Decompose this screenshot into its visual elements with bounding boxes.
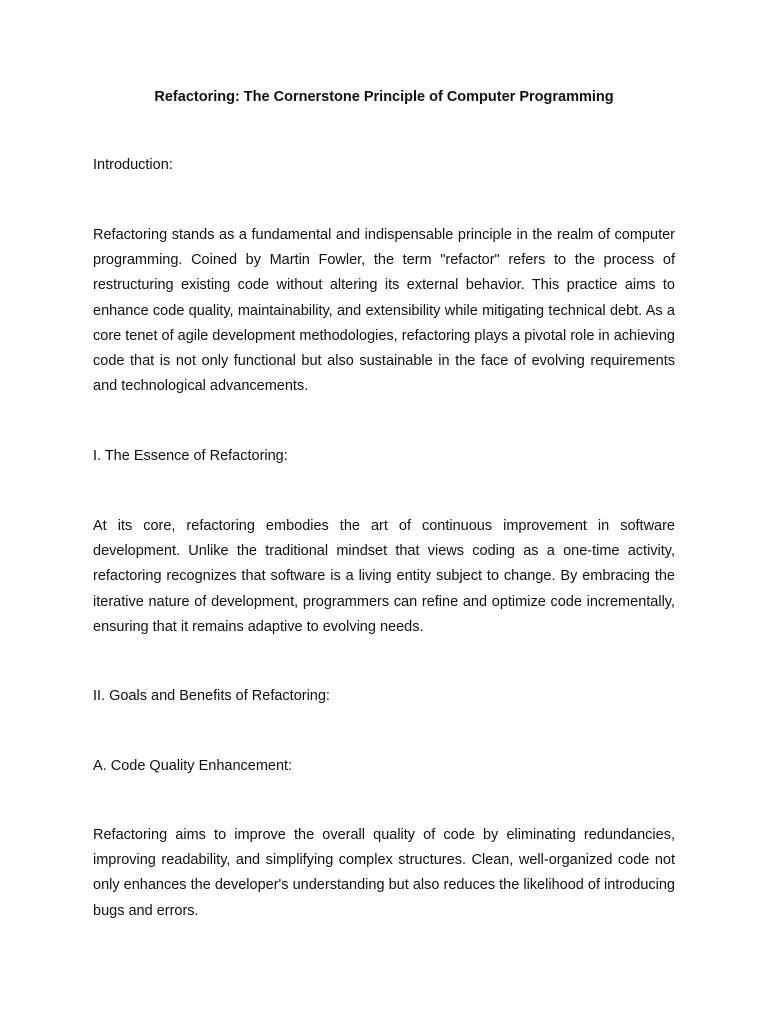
intro-paragraph: Refactoring stands as a fundamental and indispensable principle in the realm of computer programming. Coined by Martin Fowler, the term "refactor" refers to the process of restructuring existing code without altering its external behavior. This practice aims to enhance code quality, maintainability, and extensibility while mitigating technical debt. As a core tenet of agile development methodologies, refactoring plays a pivotal role in achieving code that is not only functional but also sustainable in the face of evolving requirements and technological advancements. [93, 227, 675, 395]
section-1-paragraph: At its core, refactoring embodies the art of continuous improvement in software development. Unlike the traditional mindset that views coding as a one-time activity, refactoring recognizes that software is a living entity subject to change. By embracing the iterative nature of development, programmers can refine and optimize code incrementally, ensuring that it remains adaptive to evolving needs. [93, 518, 675, 635]
intro-heading: Introduction: [93, 157, 173, 173]
subsection-a-heading: A. Code Quality Enhancement: [93, 758, 293, 774]
document-title: Refactoring: The Cornerstone Principle of Computer Programming [154, 89, 614, 105]
section-1-heading: I. The Essence of Refactoring: [93, 448, 288, 464]
subsection-a-paragraph: Refactoring aims to improve the overall quality of code by eliminating redundancies, improving readability, and simplifying complex structures. Clean, well-organized code not only enhances the developer's understanding but also reduces the likelihood of introducing bugs and errors. [93, 827, 675, 919]
section-2-heading: II. Goals and Benefits of Refactoring: [93, 688, 330, 704]
